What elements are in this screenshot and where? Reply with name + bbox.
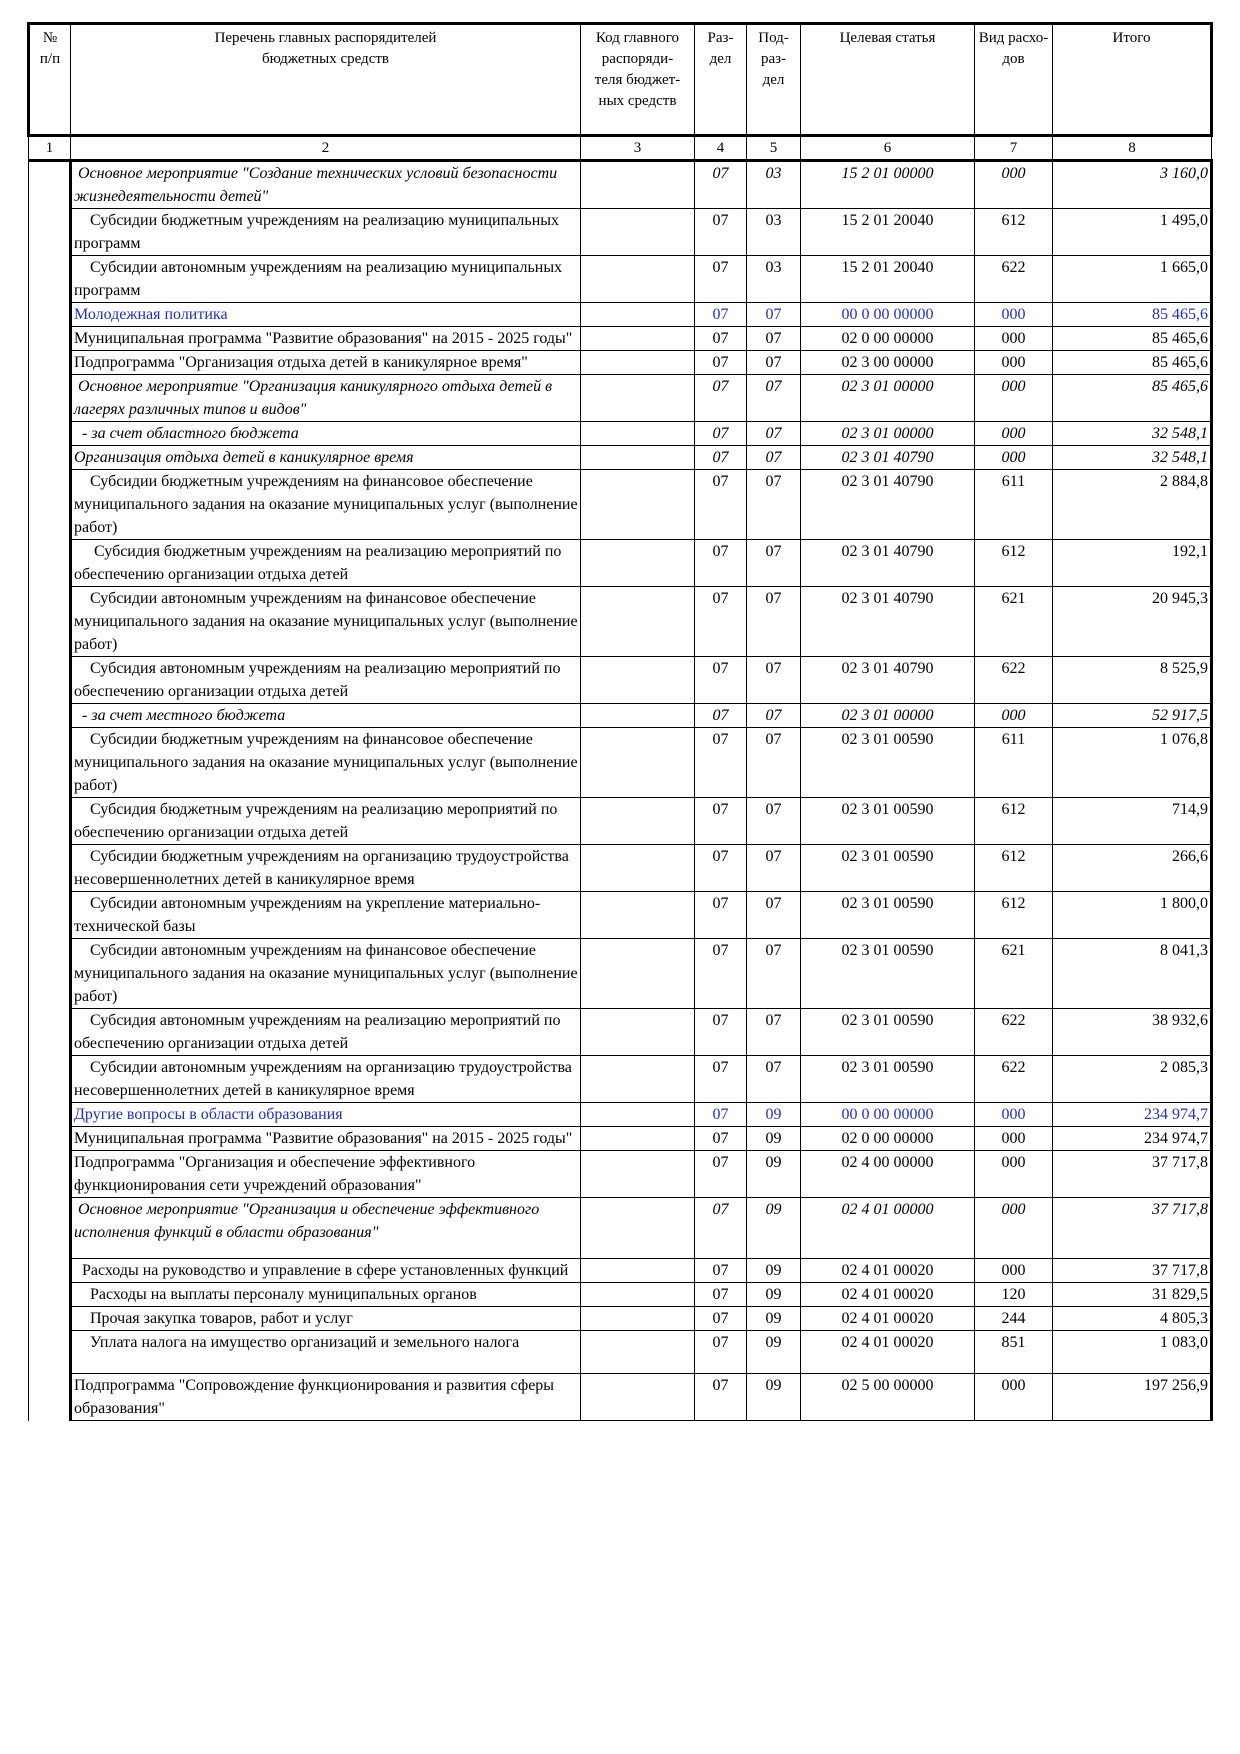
row-number-cell [29,798,71,845]
row-name: Субсидии бюджетным учреждениям на реализацию муниципальных программ [71,209,581,256]
row-code [581,1127,695,1151]
row-total: 2 884,8 [1053,470,1212,540]
row-number-cell [29,1103,71,1127]
row-code [581,1307,695,1331]
row-target: 02 4 01 00020 [801,1307,975,1331]
row-exptype: 622 [975,1056,1053,1103]
row-subsection: 07 [747,728,801,798]
row-section: 07 [695,798,747,845]
header-no: № п/п [29,24,71,136]
table-row [29,845,1212,892]
table-row [29,1127,1212,1151]
row-section: 07 [695,657,747,704]
row-section: 07 [695,1307,747,1331]
table-row [29,939,1212,1009]
row-subsection: 09 [747,1103,801,1127]
row-total: 37 717,8 [1053,1151,1212,1198]
row-number-cell [29,161,71,209]
header-subsection: Под- раз- дел [747,24,801,136]
table-row [29,728,1212,798]
row-number-cell [29,657,71,704]
row-exptype: 244 [975,1307,1053,1331]
table-row [29,1307,1212,1331]
row-section: 07 [695,470,747,540]
row-target: 15 2 01 20040 [801,209,975,256]
row-code [581,587,695,657]
row-number-cell [29,892,71,939]
row-section: 07 [695,1056,747,1103]
row-total: 85 465,6 [1053,375,1212,422]
header-target: Целевая статья [801,24,975,136]
row-subsection: 09 [747,1331,801,1374]
budget-rows [29,161,1212,1421]
row-target: 02 4 01 00020 [801,1283,975,1307]
row-number-cell [29,446,71,470]
row-total: 2 085,3 [1053,1056,1212,1103]
header-section: Раз- дел [695,24,747,136]
row-section: 07 [695,446,747,470]
row-exptype: 000 [975,1198,1053,1259]
row-name: Субсидия бюджетным учреждениям на реализацию мероприятий по обеспечению организации отдыха детей [71,798,581,845]
row-section: 07 [695,1259,747,1283]
row-code [581,892,695,939]
budget-table [27,22,1213,1421]
column-number: 6 [801,136,975,161]
row-exptype: 851 [975,1331,1053,1374]
row-subsection: 07 [747,422,801,446]
column-number: 3 [581,136,695,161]
row-total: 37 717,8 [1053,1259,1212,1283]
row-section: 07 [695,1374,747,1421]
row-target: 02 3 01 00000 [801,422,975,446]
row-total: 1 665,0 [1053,256,1212,303]
row-total: 85 465,6 [1053,351,1212,375]
row-target: 02 0 00 00000 [801,327,975,351]
row-name: Субсидия бюджетным учреждениям на реализацию мероприятий по обеспечению организации отдыха детей [71,540,581,587]
row-name: Субсидии бюджетным учреждениям на организацию трудоустройства несовершеннолетних детей в каникулярное время [71,845,581,892]
row-target: 02 3 01 00590 [801,939,975,1009]
table-row [29,798,1212,845]
row-name: Организация отдыха детей в каникулярное время [71,446,581,470]
row-name: Субсидии автономным учреждениям на укрепление материально-технической базы [71,892,581,939]
row-total: 1 083,0 [1053,1331,1212,1374]
row-exptype: 621 [975,587,1053,657]
row-number-cell [29,939,71,1009]
column-number: 1 [29,136,71,161]
row-code [581,470,695,540]
row-name: Подпрограмма "Организация отдыха детей в каникулярное время" [71,351,581,375]
header-row [29,24,1212,136]
row-target: 02 4 00 00000 [801,1151,975,1198]
row-section: 07 [695,540,747,587]
table-row [29,1198,1212,1259]
row-exptype: 000 [975,1127,1053,1151]
row-subsection: 07 [747,327,801,351]
table-row [29,256,1212,303]
header-code: Код главного распоряди- теля бюджет- ных средств [581,24,695,136]
row-name: Уплата налога на имущество организаций и земельного налога [71,1331,581,1374]
header-total: Итого [1053,24,1212,136]
row-total: 3 160,0 [1053,161,1212,209]
row-section: 07 [695,1283,747,1307]
row-total: 20 945,3 [1053,587,1212,657]
row-total: 37 717,8 [1053,1198,1212,1259]
row-target: 02 3 01 00000 [801,704,975,728]
row-total: 234 974,7 [1053,1103,1212,1127]
row-code [581,375,695,422]
row-exptype: 120 [975,1283,1053,1307]
row-target: 02 5 00 00000 [801,1374,975,1421]
row-name: Муниципальная программа "Развитие образования" на 2015 - 2025 годы" [71,327,581,351]
row-section: 07 [695,1151,747,1198]
row-exptype: 000 [975,1103,1053,1127]
header-exptype: Вид расхо- дов [975,24,1053,136]
row-name: Субсидии автономным учреждениям на финансовое обеспечение муниципального задания на оказание муниципальных услуг (выполнение работ) [71,587,581,657]
row-target: 00 0 00 00000 [801,303,975,327]
row-name: Субсидия автономным учреждениям на реализацию мероприятий по обеспечению организации отдыха детей [71,657,581,704]
row-number-cell [29,1331,71,1374]
column-number: 4 [695,136,747,161]
row-name: Другие вопросы в области образования [71,1103,581,1127]
row-exptype: 622 [975,1009,1053,1056]
row-code [581,161,695,209]
table-row [29,657,1212,704]
row-total: 1 800,0 [1053,892,1212,939]
row-subsection: 09 [747,1151,801,1198]
row-target: 02 3 01 40790 [801,657,975,704]
row-exptype: 611 [975,470,1053,540]
row-code [581,1056,695,1103]
row-number-cell [29,1198,71,1259]
table-row [29,1103,1212,1127]
row-section: 07 [695,728,747,798]
row-exptype: 611 [975,728,1053,798]
row-target: 02 4 01 00000 [801,1198,975,1259]
row-subsection: 03 [747,161,801,209]
row-subsection: 07 [747,657,801,704]
table-row [29,422,1212,446]
row-code [581,303,695,327]
row-subsection: 09 [747,1259,801,1283]
row-exptype: 622 [975,256,1053,303]
table-row [29,327,1212,351]
row-total: 32 548,1 [1053,422,1212,446]
header-name: Перечень главных распорядителей бюджетных средств [71,24,581,136]
row-name: Подпрограмма "Сопровождение функционирования и развития сферы образования" [71,1374,581,1421]
row-section: 07 [695,256,747,303]
row-target: 02 3 01 40790 [801,587,975,657]
row-total: 31 829,5 [1053,1283,1212,1307]
row-subsection: 07 [747,845,801,892]
row-target: 02 3 01 00590 [801,798,975,845]
row-subsection: 07 [747,1009,801,1056]
row-total: 8 041,3 [1053,939,1212,1009]
row-target: 02 3 01 40790 [801,470,975,540]
row-subsection: 07 [747,540,801,587]
row-code [581,446,695,470]
row-code [581,798,695,845]
row-number-cell [29,375,71,422]
row-total: 1 076,8 [1053,728,1212,798]
table-row [29,1056,1212,1103]
row-name: Подпрограмма "Организация и обеспечение эффективного функционирования сети учреждений образования" [71,1151,581,1198]
row-subsection: 07 [747,798,801,845]
row-subsection: 07 [747,587,801,657]
row-section: 07 [695,704,747,728]
row-target: 02 4 01 00020 [801,1331,975,1374]
row-name: Расходы на руководство и управление в сфере установленных функций [71,1259,581,1283]
row-exptype: 000 [975,422,1053,446]
row-number-cell [29,1127,71,1151]
table-row [29,470,1212,540]
row-code [581,704,695,728]
row-subsection: 03 [747,256,801,303]
row-name: Субсидии автономным учреждениям на финансовое обеспечение муниципального задания на оказание муниципальных услуг (выполнение работ) [71,939,581,1009]
row-total: 38 932,6 [1053,1009,1212,1056]
row-section: 07 [695,1127,747,1151]
row-section: 07 [695,209,747,256]
row-subsection: 09 [747,1283,801,1307]
table-row [29,587,1212,657]
row-code [581,1198,695,1259]
row-number-cell [29,209,71,256]
row-number-cell [29,1259,71,1283]
table-row [29,1009,1212,1056]
row-subsection: 09 [747,1127,801,1151]
row-subsection: 07 [747,704,801,728]
row-section: 07 [695,939,747,1009]
row-number-cell [29,704,71,728]
row-code [581,1103,695,1127]
row-subsection: 07 [747,303,801,327]
row-section: 07 [695,587,747,657]
table-row [29,704,1212,728]
table-row [29,446,1212,470]
row-section: 07 [695,892,747,939]
row-exptype: 612 [975,798,1053,845]
row-total: 4 805,3 [1053,1307,1212,1331]
row-total: 266,6 [1053,845,1212,892]
row-section: 07 [695,1009,747,1056]
row-section: 07 [695,1198,747,1259]
table-row [29,540,1212,587]
row-number-cell [29,351,71,375]
row-exptype: 000 [975,704,1053,728]
column-number: 2 [71,136,581,161]
row-code [581,327,695,351]
row-code [581,939,695,1009]
row-number-cell [29,327,71,351]
row-name: - за счет местного бюджета [71,704,581,728]
column-number: 7 [975,136,1053,161]
row-subsection: 07 [747,470,801,540]
row-name: Субсидии бюджетным учреждениям на финансовое обеспечение муниципального задания на оказание муниципальных услуг (выполнение работ) [71,470,581,540]
row-target: 00 0 00 00000 [801,1103,975,1127]
row-section: 07 [695,1103,747,1127]
row-target: 02 3 01 00590 [801,1056,975,1103]
row-number-cell [29,256,71,303]
row-target: 02 3 01 00590 [801,845,975,892]
row-number-cell [29,303,71,327]
row-name: - за счет областного бюджета [71,422,581,446]
column-number: 8 [1053,136,1212,161]
table-row [29,892,1212,939]
row-total: 197 256,9 [1053,1374,1212,1421]
row-number-cell [29,470,71,540]
row-exptype: 000 [975,375,1053,422]
row-exptype: 000 [975,446,1053,470]
row-section: 07 [695,161,747,209]
row-name: Муниципальная программа "Развитие образования" на 2015 - 2025 годы" [71,1127,581,1151]
row-target: 15 2 01 00000 [801,161,975,209]
row-number-cell [29,1009,71,1056]
row-subsection: 03 [747,209,801,256]
row-name: Основное мероприятие "Организация каникулярного отдыха детей в лагерях различных типов и видов" [71,375,581,422]
row-total: 52 917,5 [1053,704,1212,728]
row-code [581,1331,695,1374]
table-row [29,1374,1212,1421]
row-section: 07 [695,351,747,375]
row-name: Основное мероприятие "Создание технических условий безопасности жизнедеятельности детей" [71,161,581,209]
row-total: 85 465,6 [1053,327,1212,351]
row-subsection: 07 [747,375,801,422]
column-number-row [29,136,1212,161]
row-number-cell [29,587,71,657]
row-total: 85 465,6 [1053,303,1212,327]
row-code [581,422,695,446]
table-row [29,1331,1212,1374]
row-subsection: 07 [747,892,801,939]
row-exptype: 612 [975,209,1053,256]
table-row [29,351,1212,375]
row-name: Субсидии автономным учреждениям на реализацию муниципальных программ [71,256,581,303]
row-target: 02 3 01 00590 [801,892,975,939]
row-code [581,351,695,375]
row-target: 02 3 01 40790 [801,446,975,470]
row-section: 07 [695,327,747,351]
row-name: Субсидии автономным учреждениям на организацию трудоустройства несовершеннолетних детей в каникулярное время [71,1056,581,1103]
row-code [581,256,695,303]
row-name: Расходы на выплаты персоналу муниципальных органов [71,1283,581,1307]
row-number-cell [29,540,71,587]
row-exptype: 000 [975,327,1053,351]
row-name: Основное мероприятие "Организация и обеспечение эффективного исполнения функций в области образования" [71,1198,581,1259]
row-number-cell [29,728,71,798]
row-number-cell [29,1151,71,1198]
row-exptype: 622 [975,657,1053,704]
row-section: 07 [695,303,747,327]
row-name: Прочая закупка товаров, работ и услуг [71,1307,581,1331]
row-code [581,1151,695,1198]
table-row [29,161,1212,209]
row-section: 07 [695,375,747,422]
row-section: 07 [695,1331,747,1374]
row-number-cell [29,422,71,446]
row-code [581,845,695,892]
row-exptype: 621 [975,939,1053,1009]
row-section: 07 [695,845,747,892]
row-exptype: 000 [975,351,1053,375]
row-target: 02 4 01 00020 [801,1259,975,1283]
row-total: 8 525,9 [1053,657,1212,704]
row-exptype: 000 [975,1259,1053,1283]
row-subsection: 07 [747,446,801,470]
column-number: 5 [747,136,801,161]
row-number-cell [29,845,71,892]
row-target: 02 3 00 00000 [801,351,975,375]
row-target: 02 3 01 00590 [801,1009,975,1056]
row-target: 15 2 01 20040 [801,256,975,303]
row-number-cell [29,1307,71,1331]
row-subsection: 07 [747,939,801,1009]
table-row [29,1283,1212,1307]
row-exptype: 612 [975,845,1053,892]
row-code [581,1009,695,1056]
row-code [581,728,695,798]
row-name: Субсидия автономным учреждениям на реализацию мероприятий по обеспечению организации отдыха детей [71,1009,581,1056]
row-name: Молодежная политика [71,303,581,327]
row-target: 02 3 01 40790 [801,540,975,587]
table-row [29,209,1212,256]
row-subsection: 09 [747,1307,801,1331]
table-row [29,1259,1212,1283]
row-exptype: 000 [975,303,1053,327]
row-target: 02 3 01 00000 [801,375,975,422]
row-code [581,657,695,704]
table-row [29,1151,1212,1198]
table-row [29,303,1212,327]
row-code [581,209,695,256]
row-code [581,1374,695,1421]
row-exptype: 000 [975,1374,1053,1421]
row-name: Субсидии бюджетным учреждениям на финансовое обеспечение муниципального задания на оказание муниципальных услуг (выполнение работ) [71,728,581,798]
row-number-cell [29,1056,71,1103]
row-target: 02 3 01 00590 [801,728,975,798]
row-total: 1 495,0 [1053,209,1212,256]
row-subsection: 07 [747,351,801,375]
row-code [581,540,695,587]
row-total: 192,1 [1053,540,1212,587]
row-total: 234 974,7 [1053,1127,1212,1151]
row-code [581,1283,695,1307]
row-code [581,1259,695,1283]
row-exptype: 000 [975,1151,1053,1198]
row-subsection: 09 [747,1198,801,1259]
row-total: 32 548,1 [1053,446,1212,470]
table-row [29,375,1212,422]
row-exptype: 000 [975,161,1053,209]
row-number-cell [29,1374,71,1421]
row-total: 714,9 [1053,798,1212,845]
row-exptype: 612 [975,892,1053,939]
row-target: 02 0 00 00000 [801,1127,975,1151]
row-subsection: 09 [747,1374,801,1421]
row-subsection: 07 [747,1056,801,1103]
row-number-cell [29,1283,71,1307]
row-exptype: 612 [975,540,1053,587]
row-section: 07 [695,422,747,446]
